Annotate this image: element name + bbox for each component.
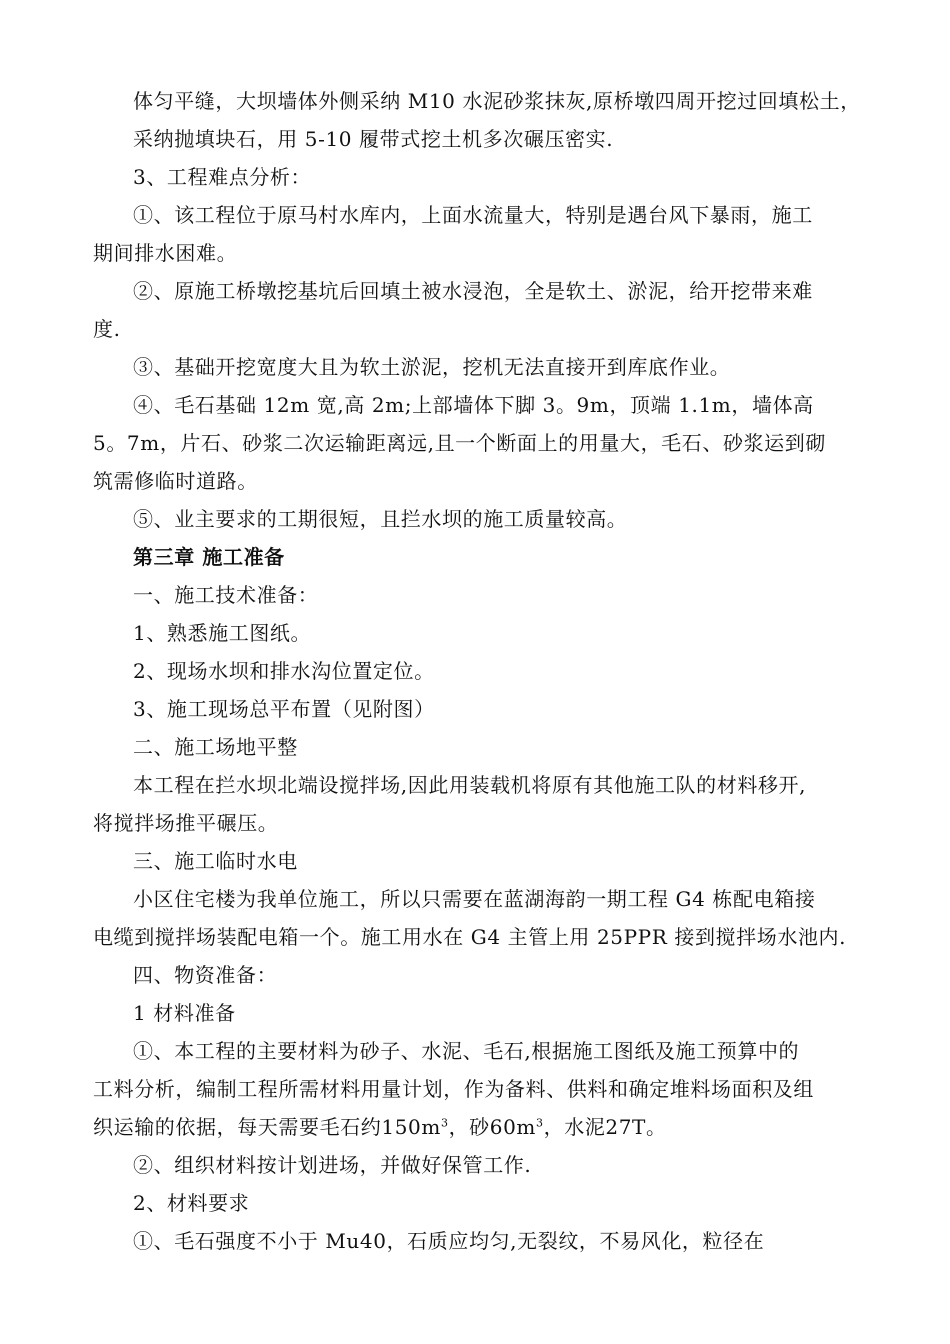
text-line: 5。7m，片石、砂浆二次运输距离远,且一个断面上的用量大，毛石、砂浆运到砌	[93, 431, 826, 455]
section-heading: 一、施工技术准备：	[133, 583, 319, 607]
text-line: 3、工程难点分析：	[133, 165, 312, 189]
text-line: 将搅拌场推平碾压。	[93, 811, 279, 835]
superscript: 3	[440, 1116, 449, 1130]
section-heading: 三、施工临时水电	[133, 849, 298, 873]
text-run: 织运输的依据，每天需要毛石约150m	[93, 1115, 441, 1139]
text-line	[93, 1112, 667, 1142]
text-line: ①、该工程位于原马村水库内，上面水流量大，特别是遇台风下暴雨，施工	[133, 203, 813, 227]
text-line: 2、现场水坝和排水沟位置定位。	[133, 659, 435, 683]
text-line: ①、本工程的主要材料为砂子、水泥、毛石,根据施工图纸及施工预算中的	[133, 1039, 800, 1063]
text-line: 1 材料准备	[133, 1001, 236, 1025]
text-line: ⑤、业主要求的工期很短，且拦水坝的施工质量较高。	[133, 507, 628, 531]
text-line: 期间排水困难。	[93, 241, 238, 265]
text-line: ③、基础开挖宽度大且为软土淤泥，挖机无法直接开到库底作业。	[133, 355, 731, 379]
text-line: 小区住宅楼为我单位施工，所以只需要在蓝湖海韵一期工程 G4 栋配电箱接	[133, 887, 816, 911]
text-line: 2、材料要求	[133, 1191, 250, 1215]
text-line: 筑需修临时道路。	[93, 469, 258, 493]
text-line: ②、原施工桥墩挖基坑后回填土被水浸泡，全是软土、淤泥，给开挖带来难	[133, 279, 813, 303]
superscript: 3	[535, 1116, 544, 1130]
text-line: 采纳抛填块石，用 5-10 履带式挖土机多次碾压密实.	[133, 127, 614, 151]
section-heading: 四、物资准备：	[133, 963, 278, 987]
text-line: 体匀平缝，大坝墙体外侧采纳 M10 水泥砂浆抹灰,原桥墩四周开挖过回填松土，	[133, 89, 861, 113]
section-heading: 二、施工场地平整	[133, 735, 298, 759]
text-line: ②、组织材料按计划进场，并做好保管工作.	[133, 1153, 532, 1177]
text-run: ，水泥27T。	[543, 1115, 667, 1139]
text-line: 电缆到搅拌场装配电箱一个。施工用水在 G4 主管上用 25PPR 接到搅拌场水池内.	[93, 925, 847, 949]
chapter-heading: 第三章 施工准备	[133, 545, 285, 569]
text-line: 度.	[93, 317, 121, 341]
text-line: 工料分析，编制工程所需材料用量计划，作为备料、供料和确定堆料场面积及组	[93, 1077, 814, 1101]
text-line: 1、熟悉施工图纸。	[133, 621, 312, 645]
text-line: 本工程在拦水坝北端设搅拌场,因此用装载机将原有其他施工队的材料移开,	[133, 773, 807, 797]
text-run: ，砂60m	[448, 1115, 536, 1139]
text-line: ④、毛石基础 12m 宽,高 2m;上部墙体下脚 3。9m，顶端 1.1m，墙体高	[133, 393, 814, 417]
text-line: ①、毛石强度不小于 Mu40，石质应均匀,无裂纹，不易风化，粒径在	[133, 1229, 765, 1253]
text-line: 3、施工现场总平布置（见附图）	[133, 697, 435, 721]
